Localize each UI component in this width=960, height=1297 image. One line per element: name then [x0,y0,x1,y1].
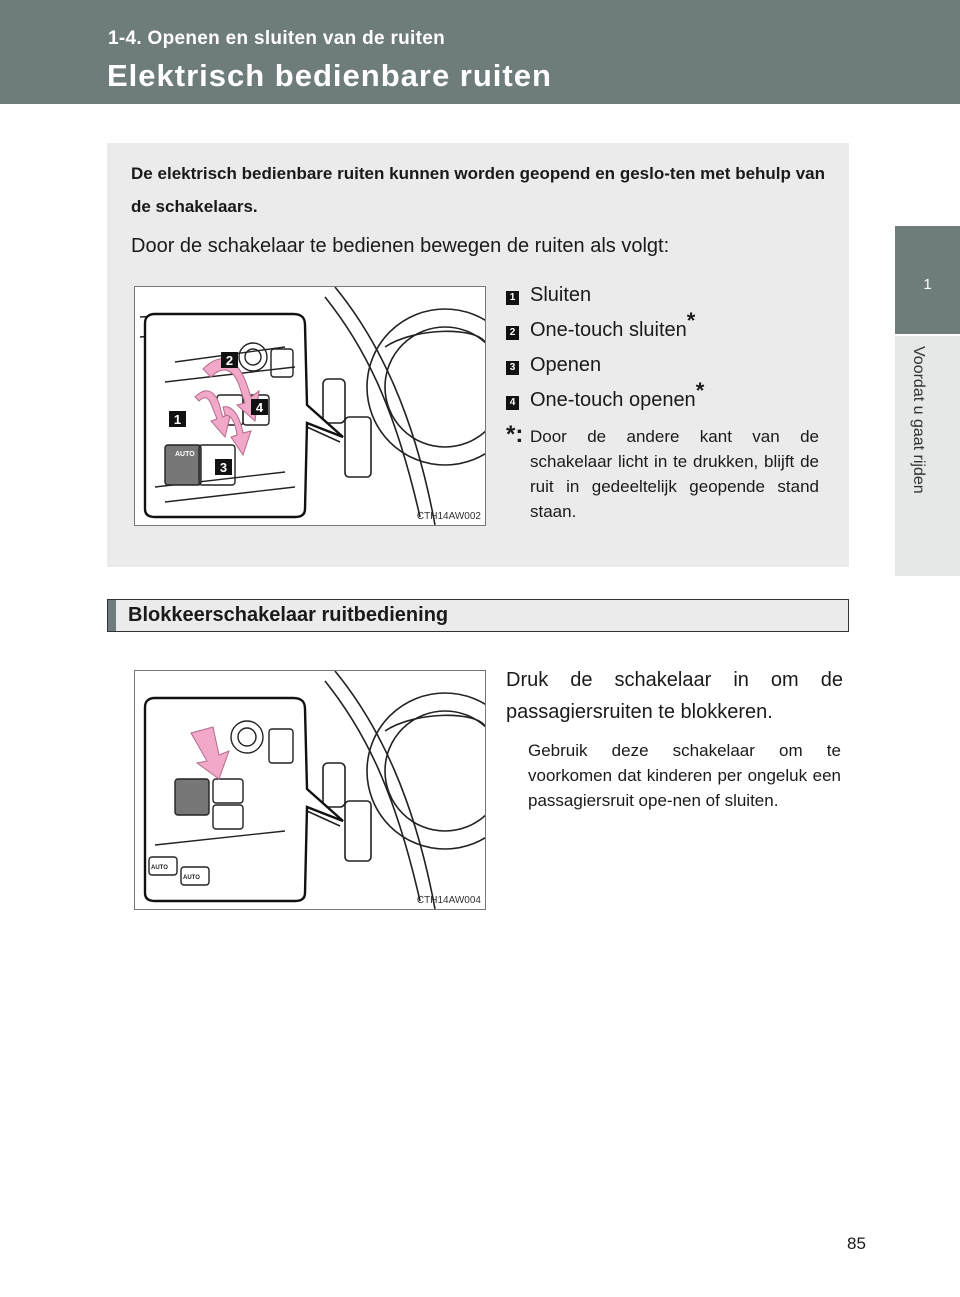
lock-switch-figure [134,670,486,910]
heading-label: Blokkeerschakelaar ruitbediening [128,604,449,626]
callout-1: 1 [173,412,182,427]
chapter-title: Voordat u gaat rijden [910,346,927,494]
section-title: 1-4. Openen en sluiten van de ruiten [108,28,446,49]
intro-main-text: Door de schakelaar te bedienen bewegen de ruiten als volgt: [131,235,670,257]
page-header [0,0,893,104]
heading-marker [108,600,116,631]
lock-switch-illustration [135,671,485,909]
tab-header-band [893,0,960,104]
figure-code: CTH14AW002 [416,511,481,522]
intro-bold-text: De elektrisch bedienbare ruiten kunnen worden geopend en geslo-ten met behulp van de schakelaars. [131,164,825,216]
page-number: 85 [847,1234,866,1253]
chapter-number: 1 [923,276,932,293]
asterisk: * [695,378,705,403]
legend-item [506,378,705,412]
legend-item [506,353,601,377]
window-switch-figure [134,286,486,526]
callout-4: 4 [255,400,264,415]
figure-code: CTH14AW004 [416,895,481,906]
callout-2: 2 [225,353,234,368]
lock-note: Gebruik deze schakelaar om te voorkomen dat kinderen per ongeluk een passagiersruit ope-nen of sluiten. [528,741,841,810]
auto-label: AUTO [183,875,200,881]
page-title: Elektrisch bedienbare ruiten [107,58,552,93]
callout-3: 3 [219,460,228,475]
legend-bullet: 2 [506,326,519,340]
legend-bullet: 3 [506,361,519,375]
legend-label: Sluiten [530,284,592,306]
legend-bullet: 1 [506,291,519,305]
lock-section-heading [107,599,849,632]
legend-item [506,308,696,342]
auto-label: AUTO [175,451,195,458]
footnote-mark: *: [506,421,524,448]
legend-bullet: 4 [506,396,519,410]
auto-label: AUTO [151,865,168,871]
asterisk: * [686,308,696,333]
footnote-text: Door de andere kant van de schakelaar licht in te drukken, blijft de ruit in gedeeltelijk geopende stand staan. [530,427,819,521]
legend-label: One-touch sluiten [530,319,687,341]
tab-label-band [895,336,960,576]
footnote [506,421,819,524]
chapter-tab[interactable] [893,0,960,1297]
legend-label: One-touch openen [530,389,696,411]
legend-item [506,283,591,307]
legend-label: Openen [530,354,602,376]
window-switch-illustration [135,287,485,525]
lock-instruction: Druk de schakelaar in om de passagiersruiten te blokkeren. [506,669,843,723]
